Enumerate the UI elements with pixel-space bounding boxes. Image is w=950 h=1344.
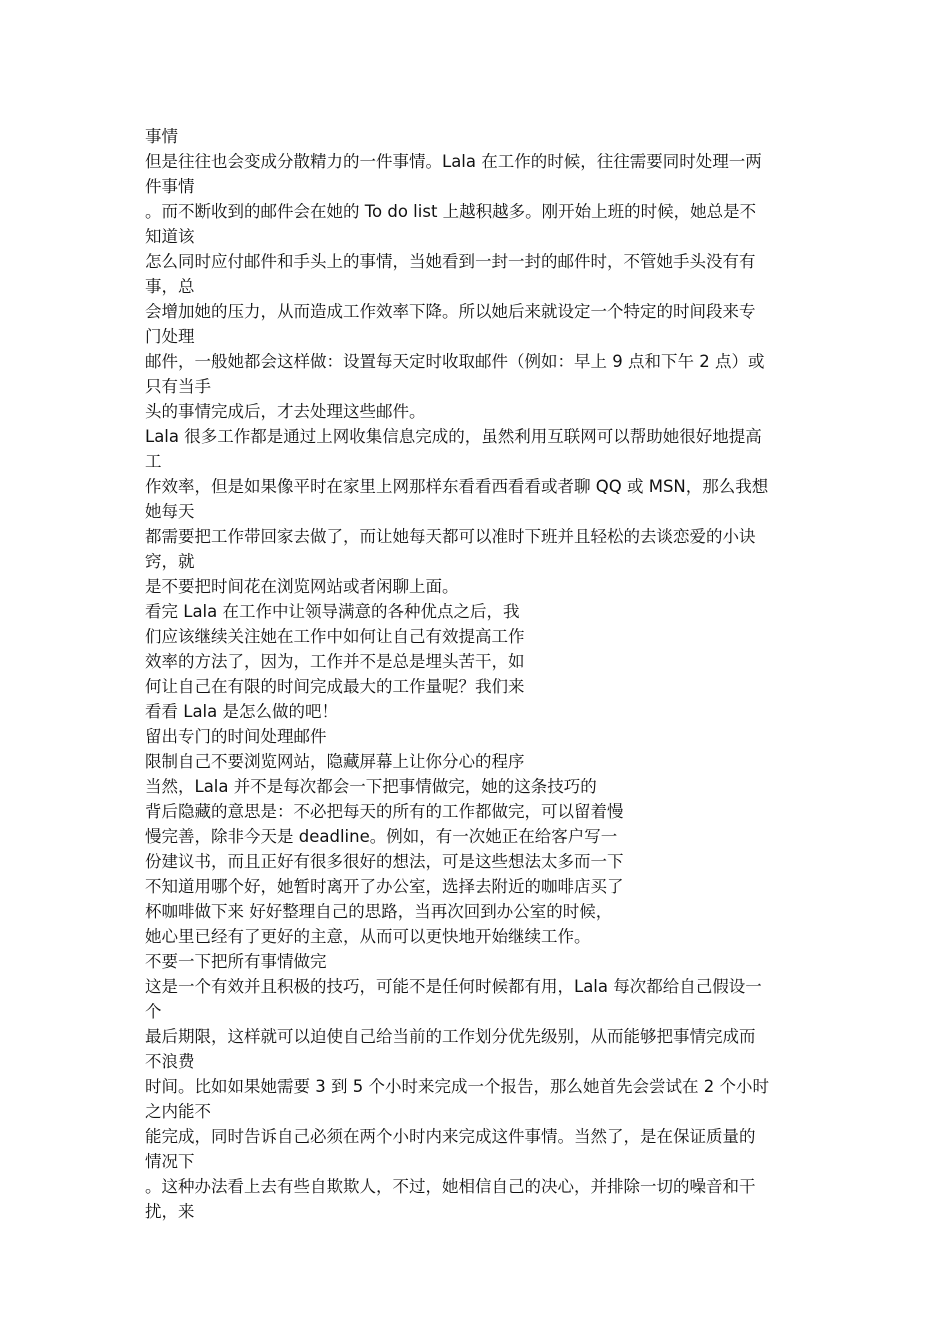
text-line: 头的事情完成后，才去处理这些邮件。 <box>145 402 426 421</box>
text-line: Lala 很多工作都是通过上网收集信息完成的，虽然利用互联网可以帮助她很好地提高 <box>145 427 762 446</box>
text-line: 个 <box>145 1002 162 1021</box>
text-line: 这是一个有效并且积极的技巧，可能不是任何时候都有用，Lala 每次都给自己假设一 <box>145 977 762 996</box>
text-line: 都需要把工作带回家去做了，而让她每天都可以准时下班并且轻松的去谈恋爱的小诀 <box>145 527 756 546</box>
text-line: 能完成，同时告诉自己必须在两个小时内来完成这件事情。当然了，是在保证质量的 <box>145 1127 756 1146</box>
text-line: 份建议书，而且正好有很多很好的想法，可是这些想法太多而一下 <box>145 852 624 871</box>
text-line: 背后隐藏的意思是：不必把每天的所有的工作都做完，可以留着慢 <box>145 802 624 821</box>
text-line: 杯咖啡做下来 好好整理自己的思路，当再次回到办公室的时候， <box>145 902 613 921</box>
text-line: 是不要把时间花在浏览网站或者闲聊上面。 <box>145 577 459 596</box>
text-line: 慢完善，除非今天是 deadline。例如，有一次她正在给客户写一 <box>145 827 618 846</box>
text-line: 窍，就 <box>145 552 195 571</box>
text-line: 何让自己在有限的时间完成最大的工作量呢？我们来 <box>145 677 525 696</box>
section-heading: 不要一下把所有事情做完 <box>145 952 327 971</box>
text-line: 工 <box>145 452 162 471</box>
text-line: 不浪费 <box>145 1052 195 1071</box>
text-line: 怎么同时应付邮件和手头上的事情，当她看到一封一封的邮件时，不管她手头没有有 <box>145 252 756 271</box>
text-line: 事情 <box>145 127 178 146</box>
text-line: 不知道用哪个好，她暂时离开了办公室，选择去附近的咖啡店买了 <box>145 877 624 896</box>
text-line: 只有当手 <box>145 377 211 396</box>
text-line: 扰，来 <box>145 1202 195 1221</box>
document-body <box>145 124 810 1224</box>
text-line: 她心里已经有了更好的主意，从而可以更快地开始继续工作。 <box>145 927 591 946</box>
text-line: 她每天 <box>145 502 195 521</box>
text-line: 门处理 <box>145 327 195 346</box>
text-line: 知道该 <box>145 227 195 246</box>
text-line: 事，总 <box>145 277 195 296</box>
text-line: 邮件，一般她都会这样做：设置每天定时收取邮件（例如：早上 9 点和下午 2 点）或 <box>145 352 765 371</box>
text-line: 件事情 <box>145 177 195 196</box>
text-line: 会增加她的压力，从而造成工作效率下降。所以她后来就设定一个特定的时间段来专 <box>145 302 756 321</box>
text-line: 看完 Lala 在工作中让领导满意的各种优点之后，我 <box>145 602 520 621</box>
text-line: 效率的方法了，因为，工作并不是总是埋头苦干，如 <box>145 652 525 671</box>
text-line: 。而不断收到的邮件会在她的 To do list 上越积越多。刚开始上班的时候，她总是不 <box>145 202 757 221</box>
text-line: 看看 Lala 是怎么做的吧！ <box>145 702 338 721</box>
text-line: 。这种办法看上去有些自欺欺人，不过，她相信自己的决心，并排除一切的噪音和干 <box>145 1177 756 1196</box>
text-line: 但是往往也会变成分散精力的一件事情。Lala 在工作的时候，往往需要同时处理一两 <box>145 152 762 171</box>
section-heading: 留出专门的时间处理邮件 <box>145 727 327 746</box>
section-heading: 限制自己不要浏览网站，隐藏屏幕上让你分心的程序 <box>145 752 525 771</box>
text-line: 作效率，但是如果像平时在家里上网那样东看看西看看或者聊 QQ 或 MSN，那么我想 <box>145 477 769 496</box>
text-line: 当然，Lala 并不是每次都会一下把事情做完，她的这条技巧的 <box>145 777 597 796</box>
text-line: 之内能不 <box>145 1102 211 1121</box>
text-line: 们应该继续关注她在工作中如何让自己有效提高工作 <box>145 627 525 646</box>
text-line: 时间。比如如果她需要 3 到 5 个小时来完成一个报告，那么她首先会尝试在 2 个小时 <box>145 1077 769 1096</box>
text-line: 最后期限，这样就可以迫使自己给当前的工作划分优先级别，从而能够把事情完成而 <box>145 1027 756 1046</box>
text-line: 情况下 <box>145 1152 195 1171</box>
